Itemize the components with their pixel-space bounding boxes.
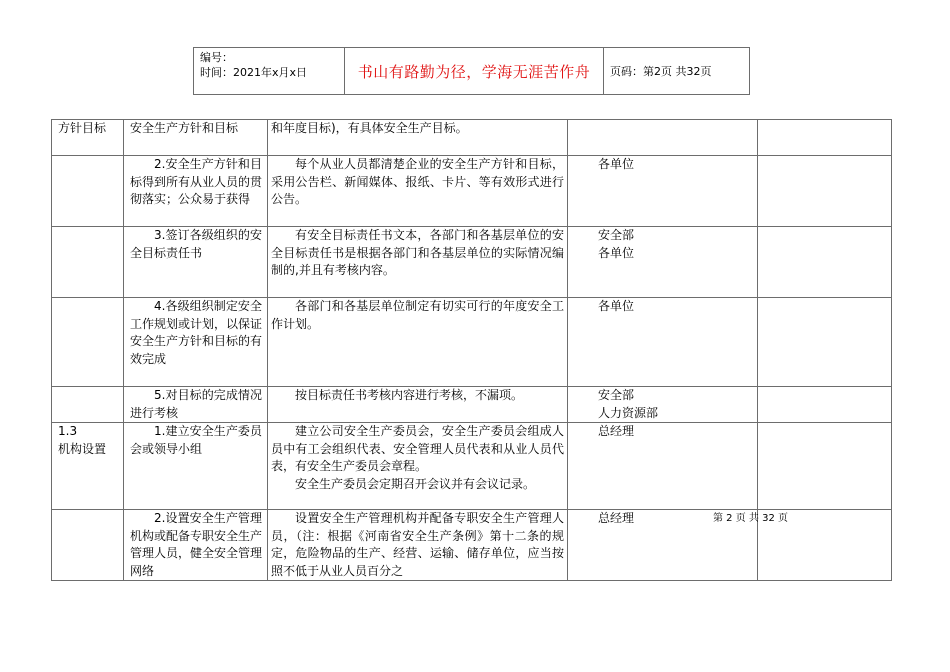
content-cell [268,156,568,227]
table-row [52,120,892,156]
category-cell: 方针目标 [52,120,124,156]
remark-cell [758,298,892,387]
content-paragraph: 安全生产委员会定期召开会议并有会议记录。 [295,476,536,491]
item-cell: 1.建立安全生产委员会或领导小组 [124,423,268,510]
document-number: 编号： [200,51,233,64]
table-row [52,298,892,387]
department-cell: 各单位 [568,156,758,227]
header-meta [194,48,345,95]
table-row [52,387,892,423]
item-cell: 安全生产方针和目标 [124,120,268,156]
document-header [193,47,750,95]
content-paragraph: 建立公司安全生产委员会，安全生产委员会组成人员中有工会组织代表、安全管理人员代表和从业人员代表，有安全生产委员会章程。 [271,424,564,473]
content-cell [268,387,568,423]
department-cell: 总经理 [568,423,758,510]
department-cell [568,120,758,156]
content-paragraph: 有安全目标责任书文本，各部门和各基层单位的安全目标责任书是根据各部门和各基层单位的实际情况编制的,并且有考核内容。 [271,228,564,277]
content-paragraph: 每个从业人员都清楚企业的安全生产方针和目标，采用公告栏、新闻媒体、报纸、卡片、等有效形式进行公告。 [271,157,564,206]
content-paragraph: 按目标责任书考核内容进行考核，不漏项。 [295,388,524,402]
category-cell: 1.3 机构设置 [52,423,124,510]
category-cell [52,387,124,423]
item-cell: 5.对目标的完成情况进行考核 [124,387,268,423]
remark-cell [758,120,892,156]
department-cell: 安全部 各单位 [568,227,758,298]
content-cell [268,423,568,510]
category-cell [52,156,124,227]
remark-cell [758,423,892,510]
content-paragraph: 各部门和各基层单位制定有切实可行的年度安全工作计划。 [271,299,564,331]
category-cell [52,227,124,298]
content-cell [268,298,568,387]
remark-cell [758,156,892,227]
remark-cell [758,227,892,298]
footer-page-number: 第 2 页 共 32 页 [713,513,788,524]
document-time: 时间：2021年x月x日 [200,66,308,79]
category-cell [52,510,124,581]
department-cell: 安全部 人力资源部 [568,387,758,423]
department-cell: 总经理 [568,510,758,581]
header-motto: 书山有路勤为径，学海无涯苦作舟 [345,48,604,95]
header-page-number: 页码：第2页 共32页 [604,48,750,95]
remark-cell [758,387,892,423]
table-row [52,423,892,510]
item-cell: 2.安全生产方针和目标得到所有从业人员的贯彻落实；公众易于获得 [124,156,268,227]
content-paragraph: 设置安全生产管理机构并配备专职安全生产管理人员，（注：根据《河南省安全生产条例》第十二条的规定，危险物品的生产、经营、运输、储存单位，应当按照不低于从业人员百分之 [271,511,564,578]
content-cell [268,227,568,298]
category-cell [52,298,124,387]
item-cell: 4.各级组织制定安全工作规划或计划，以保证安全生产方针和目标的有效完成 [124,298,268,387]
table-row [52,227,892,298]
item-cell: 3.签订各级组织的安全目标责任书 [124,227,268,298]
content-cell [268,510,568,581]
department-cell: 各单位 [568,298,758,387]
item-cell: 2.设置安全生产管理机构或配备专职安全生产管理人员，健全安全管理网络 [124,510,268,581]
content-cell [268,120,568,156]
content-paragraph: 和年度目标)，有具体安全生产目标。 [271,121,468,135]
table-row [52,156,892,227]
